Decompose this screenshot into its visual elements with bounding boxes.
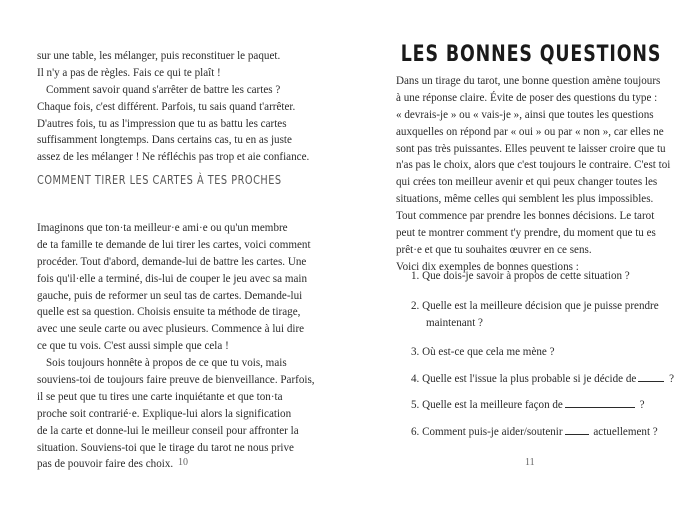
- text-line: quelle est sa question. Choisis ensuite ta méthode de tirage,: [37, 306, 301, 319]
- text-line: de ta famille te demande de lui tirer les cartes, voici comment: [37, 238, 311, 251]
- text-line: gauche, puis de reformer un seul tas de cartes. Demande-lui: [37, 289, 303, 302]
- text-line: peut te montrer comment t'y prendre, du moment que tu es: [396, 227, 656, 240]
- answer-blank: [565, 398, 635, 408]
- text-line: Tout commence par prendre les bonnes décisions. Le tarot: [396, 210, 655, 223]
- question-text: 2. Quelle est la meilleure décision que je puisse prendre: [411, 300, 659, 312]
- question-text-end: actuellement ?: [590, 426, 658, 438]
- text-line: Comment savoir quand s'arrêter de battre les cartes ?: [46, 83, 281, 96]
- text-line: Imaginons que ton·ta meilleur·e ami·e ou qu'un membre: [37, 222, 288, 234]
- question-text: 4. Quelle est l'issue la plus probable si je décide de: [411, 373, 637, 385]
- text-line: auxquelles on répond par « oui » ou par « non », car elles ne: [396, 125, 664, 138]
- text-line: sur une table, les mélanger, puis reconstituer le paquet.: [37, 50, 281, 62]
- text-line: Dans un tirage du tarot, une bonne question amène toujours: [396, 75, 661, 87]
- answer-blank: [638, 372, 664, 382]
- text-line: pas de pouvoir faire des choix.: [37, 458, 174, 471]
- text-line: Sois toujours honnête à propos de ce que tu vois, mais: [46, 357, 287, 370]
- answer-blank: [565, 425, 589, 435]
- text-line: sont pas très puissantes. Elles peuvent te laisser croire que tu: [396, 142, 666, 155]
- question-text-continuation: maintenant ?: [426, 316, 483, 329]
- text-line: fois qu'il·elle a terminé, dis-lui de couper le jeu avec sa main: [37, 272, 307, 285]
- question-text: 3. Où est-ce que cela me mène ?: [411, 346, 555, 358]
- question-item: [411, 424, 658, 441]
- question-item: [411, 298, 659, 332]
- text-line: ce que tu vois. C'est aussi simple que cela !: [37, 340, 229, 353]
- text-line: il se peut que tu tires une carte inquiétante et que ton·ta: [37, 390, 283, 403]
- text-line: proche soit contrarié·e. Explique-lui alors la signification: [37, 407, 292, 420]
- question-item: [411, 344, 555, 361]
- question-item: [411, 371, 674, 388]
- text-line: situations, même celles qui semblent les plus impossibles.: [396, 193, 654, 206]
- text-line: Il n'y a pas de règles. Fais ce qui te plaît !: [37, 66, 221, 79]
- text-line: à une réponse claire. Évite de poser des questions du type :: [396, 91, 658, 104]
- left-top-paragraphs: [37, 48, 309, 166]
- text-line: procéder. Tout d'abord, demande-lui de battre les cartes. Une: [37, 255, 307, 268]
- question-text: 1. Que dois-je savoir à propos de cette situation ?: [411, 270, 630, 282]
- text-line: de la carte et donne-lui le meilleur conseil pour affronter la: [37, 424, 299, 437]
- page-number-left: 10: [178, 457, 188, 468]
- text-line: qui crées ton meilleur avenir et qui peux changer toutes les: [396, 176, 658, 189]
- text-line: « devrais-je » ou « vais-je », ainsi que toutes les questions: [396, 108, 654, 121]
- text-line: suffisamment longtemps. Dans certains cas, tu en as juste: [37, 134, 292, 147]
- question-text: 5. Quelle est la meilleure façon de: [411, 399, 563, 411]
- page-number-right: 11: [525, 457, 535, 468]
- text-line: Voici dix exemples de bonnes questions :: [396, 260, 579, 273]
- question-item: [411, 268, 630, 285]
- question-text-end: ?: [636, 399, 645, 411]
- section-heading: COMMENT TIRER LES CARTES À TES PROCHES: [37, 172, 282, 187]
- chapter-heading: LES BONNES QUESTIONS: [400, 42, 662, 67]
- text-line: assez de les mélanger ! Ne réfléchis pas trop et aie confiance.: [37, 151, 310, 164]
- question-text-end: ?: [666, 373, 675, 385]
- text-line: prêt·e et que tu souhaites œuvrer en ce sens.: [396, 243, 592, 256]
- text-line: Chaque fois, c'est différent. Parfois, tu sais quand t'arrêter.: [37, 100, 296, 113]
- text-line: avec une seule carte ou avec plusieurs. Commence à lui dire: [37, 323, 305, 336]
- right-body-paragraph: [396, 73, 670, 276]
- left-body-paragraphs: [37, 220, 315, 473]
- text-line: souviens-toi de toujours faire preuve de bienveillance. Parfois,: [37, 374, 315, 387]
- question-item: [411, 397, 645, 414]
- question-text: 6. Comment puis-je aider/soutenir: [411, 426, 563, 438]
- text-line: D'autres fois, tu as l'impression que tu as battu les cartes: [37, 117, 287, 130]
- text-line: n'as pas le choix, alors que c'est toujours le contraire. C'est toi: [396, 159, 671, 172]
- text-line: situation. Souviens-toi que le tirage du tarot ne nous prive: [37, 441, 294, 454]
